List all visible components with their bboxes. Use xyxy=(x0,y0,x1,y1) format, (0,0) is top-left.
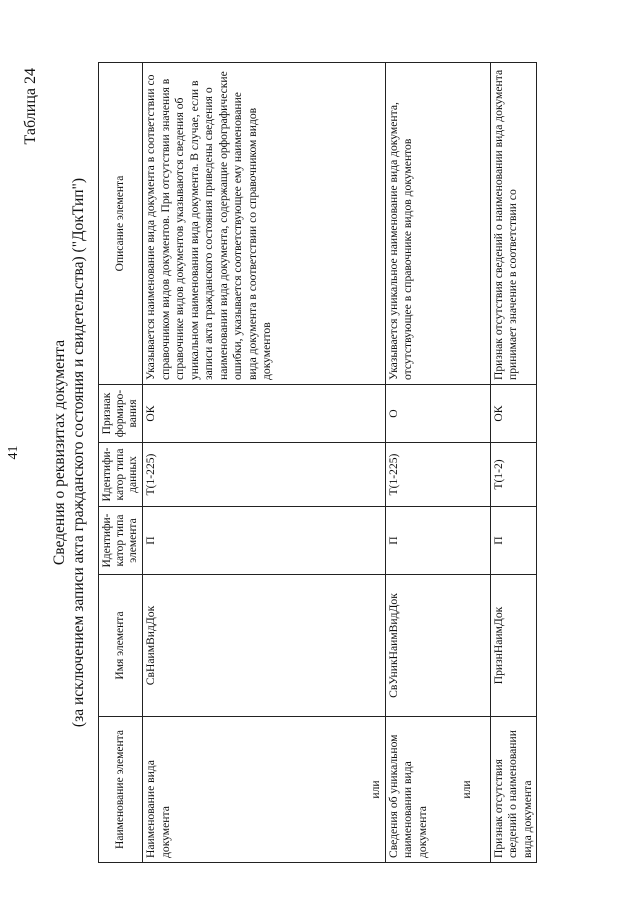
cell-element-name: СвНаимВидДок xyxy=(143,575,386,717)
name-text: Сведения об уникальном наименовании вида документа xyxy=(386,734,429,858)
header-formation-sign: Признак формиро-вания xyxy=(99,385,143,443)
cell-name xyxy=(385,717,490,863)
separator-or: или xyxy=(369,780,382,799)
cell-description: Указывается наименование вида документа в соответствии со справочником видов документов. При отсутствии значения в справочнике видов документов указываются сведения об уникальном наименовании вида документа. В случае, если в записи акта гражданского состояния приведены сведения о наименовании вида документа, содержащие орфографические ошибки, указывается соответствующее ему наименование вида документа в соответствии со справочником видов документов xyxy=(143,63,386,385)
header-name: Наименование элемента xyxy=(99,717,143,863)
name-text: Наименование вида документа xyxy=(144,760,172,858)
title-line-2: (за исключением записи акта гражданского состояния и свидетельства) ("ДокТип") xyxy=(70,177,87,728)
header-description: Описание элемента xyxy=(99,63,143,385)
cell-description: Признак отсутствия сведений о наименовании вида документа принимает значение в соответствии со xyxy=(490,63,537,385)
cell-data-type: T(1-2) xyxy=(490,443,537,507)
cell-data-type: T(1-225) xyxy=(143,443,386,507)
page-number: 41 xyxy=(6,445,21,460)
cell-elem-type: П xyxy=(143,507,386,575)
cell-elem-type: П xyxy=(490,507,537,575)
title-line-1: Сведения о реквизитах документа xyxy=(51,339,68,566)
table-row xyxy=(143,63,386,863)
cell-elem-type: П xyxy=(385,507,490,575)
header-row xyxy=(99,63,143,863)
separator-or: или xyxy=(460,780,473,799)
cell-formation: ОК xyxy=(143,385,386,443)
cell-formation: ОК xyxy=(490,385,537,443)
cell-name: Признак отсутствия сведений о наименовании вида документа xyxy=(490,717,537,863)
requisites-table xyxy=(98,62,537,863)
cell-formation: О xyxy=(385,385,490,443)
table-row xyxy=(490,63,537,863)
table-title xyxy=(50,0,88,905)
header-elem-type-id: Идентифи-катор типа элемента xyxy=(99,507,143,575)
table-row xyxy=(385,63,490,863)
cell-element-name: ПризнНаимДок xyxy=(490,575,537,717)
table-number: Таблица 24 xyxy=(22,68,39,145)
cell-name xyxy=(143,717,386,863)
cell-description: Указывается уникальное наименование вида документа, отсутствующее в справочнике видов документов xyxy=(385,63,490,385)
cell-element-name: СвУникНаимВидДок xyxy=(385,575,490,717)
header-data-type-id: Идентифи-катор типа данных xyxy=(99,443,143,507)
cell-data-type: T(1-225) xyxy=(385,443,490,507)
header-element-name: Имя элемента xyxy=(99,575,143,717)
